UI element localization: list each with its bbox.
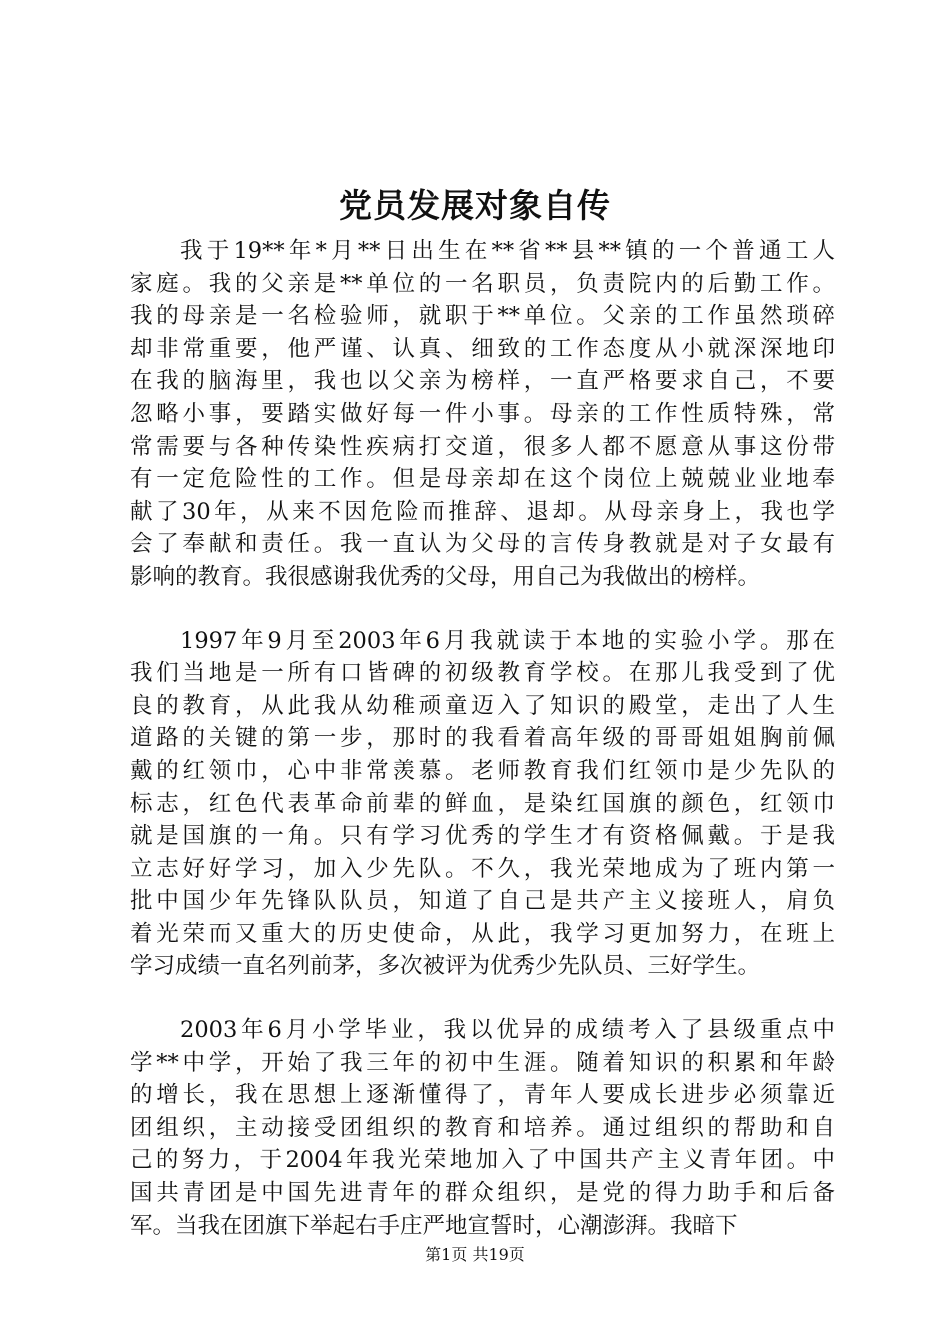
text-line: 批中国少年先锋队队员，知道了自己是共产主义接班人，肩负 <box>130 888 835 915</box>
text-line: 我的母亲是一名检验师，就职于**单位。父亲的工作虽然琐碎 <box>130 303 835 330</box>
text-line: 立志好好学习，加入少先队。不久，我光荣地成为了班内第一 <box>130 855 835 882</box>
text-line: 团组织，主动接受团组织的教育和培养。通过组织的帮助和自 <box>130 1114 835 1141</box>
text-line: 着光荣而又重大的历史使命，从此，我学习更加努力，在班上 <box>130 920 835 947</box>
text-line: 的增长，我在思想上逐渐懂得了，青年人要成长进步必须靠近 <box>130 1082 835 1109</box>
document-body <box>130 235 835 1242</box>
paragraph-2 <box>130 625 835 984</box>
text-line: 己的努力，于2004年我光荣地加入了中国共产主义青年团。中 <box>130 1147 835 1174</box>
text-line: 在我的脑海里，我也以父亲为榜样，一直严格要求自己，不要 <box>130 368 835 395</box>
text-line: 会了奉献和责任。我一直认为父母的言传身教就是对子女最有 <box>130 531 835 558</box>
text-line: 国共青团是中国先进青年的群众组织，是党的得力助手和后备 <box>130 1180 835 1207</box>
page-footer: 第1页 共19页 <box>425 1245 525 1264</box>
paragraph-1 <box>130 235 835 594</box>
text-line: 影响的教育。我很感谢我优秀的父母，用自己为我做出的榜样。 <box>130 563 761 590</box>
text-line: 戴的红领巾，心中非常羡慕。老师教育我们红领巾是少先队的 <box>130 757 835 784</box>
paragraph-3 <box>130 1014 835 1242</box>
text-line: 道路的关键的第一步，那时的我看着高年级的哥哥姐姐胸前佩 <box>130 725 835 752</box>
paragraph-gap <box>130 983 835 1014</box>
text-line: 我们当地是一所有口皆碑的初级教育学校。在那儿我受到了优 <box>130 660 835 687</box>
text-line: 忽略小事，要踏实做好每一件小事。母亲的工作性质特殊，常 <box>130 400 835 427</box>
text-line: 常需要与各种传染性疾病打交道，很多人都不愿意从事这份带 <box>130 433 835 460</box>
text-line: 却非常重要，他严谨、认真、细致的工作态度从小就深深地印 <box>130 335 835 362</box>
text-line: 学**中学，开始了我三年的初中生涯。随着知识的积累和年龄 <box>130 1049 835 1076</box>
text-line: 标志，红色代表革命前辈的鲜血，是染红国旗的颜色，红领巾 <box>130 790 835 817</box>
text-line: 军。当我在团旗下举起右手庄严地宣誓时，心潮澎湃。我暗下 <box>130 1212 738 1239</box>
text-line: 良的教育，从此我从幼稚顽童迈入了知识的殿堂，走出了人生 <box>130 692 835 719</box>
text-line: 2003年6月小学毕业，我以优异的成绩考入了县级重点中 <box>180 1017 835 1044</box>
text-line: 我于19**年*月**日出生在**省**县**镇的一个普通工人 <box>180 238 835 264</box>
text-line: 就是国旗的一角。只有学习优秀的学生才有资格佩戴。于是我 <box>130 823 835 850</box>
text-line: 学习成绩一直名列前茅，多次被评为优秀少先队员、三好学生。 <box>130 953 761 980</box>
text-line: 献了30年，从来不因危险而推辞、退却。从母亲身上，我也学 <box>130 498 835 525</box>
text-line: 有一定危险性的工作。但是母亲却在这个岗位上兢兢业业地奉 <box>130 466 835 493</box>
text-line: 家庭。我的父亲是**单位的一名职员，负责院内的后勤工作。 <box>130 270 835 297</box>
paragraph-gap <box>130 594 835 625</box>
document-title: 党员发展对象自传 <box>339 186 611 225</box>
text-line: 1997年9月至2003年6月我就读于本地的实验小学。那在 <box>180 627 835 654</box>
